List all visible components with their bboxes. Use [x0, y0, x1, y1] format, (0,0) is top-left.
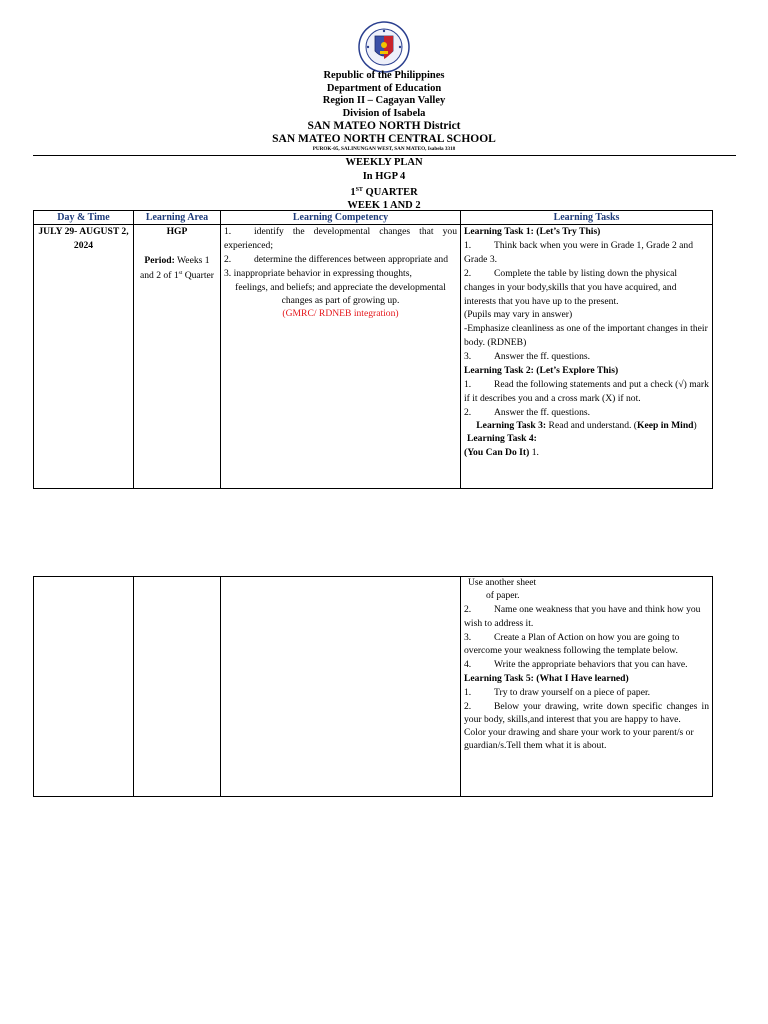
header-day-time: Day & Time — [34, 211, 134, 225]
period-text: Period: Weeks 1 and 2 of 1st Quarter — [139, 254, 214, 281]
table-row — [34, 225, 713, 489]
task4-step2: 2. Name one weakness that you have and think how you wish to address it. — [464, 604, 701, 629]
task5-title: Learning Task 5: (What I Have learned) — [464, 672, 629, 684]
department-line: Department of Education — [326, 82, 442, 94]
task4-step3: 3. Create a Plan of Action on how you are going to overcome your weakness following the template below. — [464, 631, 680, 657]
school-address: PUROK-05, SALINUNGAN WEST, SAN MATEO, Isabela 3318 — [312, 145, 456, 152]
competency-cell — [221, 225, 461, 489]
integration-note: (GMRC/ RDNEB integration) — [282, 307, 399, 319]
header-learning-competency: Learning Competency — [221, 211, 461, 225]
competency-item-1: 1. identify the developmental changes that you experienced; — [224, 226, 457, 251]
plan-week: WEEK 1 AND 2 — [347, 200, 421, 212]
tasks-cell — [461, 225, 713, 489]
district-line: SAN MATEO NORTH District — [307, 120, 461, 133]
task1-step2: 2. Complete the table by listing down the physical changes in your body,skills that you have acquired, and interests that you have up to the present. — [464, 267, 678, 307]
competency-cell-empty — [221, 577, 461, 797]
header-learning-area: Learning Area — [134, 211, 221, 225]
task2-title: Learning Task 2: (Let’s Explore This) — [464, 365, 619, 377]
task4-step4: 4. Write the appropriate behaviors that you can have. — [464, 659, 688, 671]
republic-line: Republic of the Philippines — [323, 70, 445, 81]
task4-subtitle: (You Can Do It) 1. — [464, 447, 539, 459]
plan-subject: In HGP 4 — [362, 170, 406, 182]
plan-title-block — [0, 156, 768, 213]
task3-line: Learning Task 3: Read and understand. (Keep in Mind) — [476, 419, 697, 431]
competency-item-3-cont: feelings, and beliefs; and appreciate the developmental changes as part of growing up. — [235, 281, 446, 306]
competency-item-3: 3. inappropriate behavior in expressing thoughts, — [224, 267, 412, 279]
weekly-plan-table — [33, 210, 713, 489]
school-name: SAN MATEO NORTH CENTRAL SCHOOL — [272, 132, 496, 145]
region-line: Region II – Cagayan Valley — [322, 95, 446, 107]
weekly-plan-table-continued — [33, 576, 713, 797]
task1-step3: 3. Answer the ff. questions. — [464, 351, 591, 363]
task5-step3: Color your drawing and share your work to your parent/s or guardian/s.Tell them what it is about. — [464, 727, 694, 751]
task4-title: Learning Task 4: — [467, 433, 537, 445]
tasks-cell-continued — [461, 577, 713, 797]
competency-item-2: 2. determine the differences between appropriate and — [224, 253, 449, 265]
task2-step1: 1. Read the following statements and put a check (√) mark if it describes you and a cross mark (X) if not. — [464, 378, 709, 404]
day-cell-empty — [34, 577, 134, 797]
area-label: HGP — [166, 226, 188, 237]
task4-cont-1: Use another sheet — [468, 577, 537, 588]
division-line: Division of Isabela — [342, 107, 426, 119]
task2-step2: 2. Answer the ff. questions. — [464, 406, 591, 418]
school-header — [0, 70, 768, 152]
plan-quarter: 1ST QUARTER — [350, 186, 418, 198]
task5-step1: 1. Try to draw yourself on a piece of paper. — [464, 686, 651, 698]
plan-title: WEEKLY PLAN — [345, 157, 423, 168]
table-header-row — [34, 211, 713, 225]
task1-emphasis: -Emphasize cleanliness as one of the important changes in their body. (RDNEB) — [464, 323, 708, 349]
day-cell: JULY 29- AUGUST 2, 2024 — [34, 225, 134, 489]
task1-note: (Pupils may vary in answer) — [464, 309, 573, 321]
area-cell-empty — [134, 577, 221, 797]
deped-seal-logo — [358, 21, 410, 73]
task4-cont-2: of paper. — [486, 590, 520, 601]
table-row — [34, 577, 713, 797]
task5-step2: 2. Below your drawing, write down specific changes in your body, skills,and interest that you are happy to have. — [464, 700, 709, 726]
header-learning-tasks: Learning Tasks — [461, 211, 713, 225]
task1-title: Learning Task 1: (Let’s Try This) — [464, 226, 601, 237]
area-cell — [134, 225, 221, 489]
task1-step1: 1. Think back when you were in Grade 1, Grade 2 and Grade 3. — [464, 239, 694, 265]
